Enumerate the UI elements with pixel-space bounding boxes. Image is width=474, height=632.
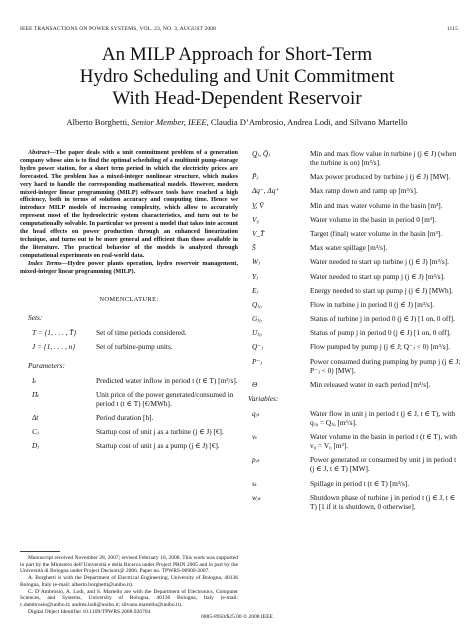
symbol: V₀	[252, 214, 259, 224]
nomenclature-entry	[240, 229, 462, 238]
parameters-list-left	[20, 376, 238, 451]
nomenclature-entry	[240, 201, 462, 210]
author-role: Senior Member, IEEE	[131, 117, 207, 127]
left-column	[20, 149, 238, 456]
nomenclature-entry	[20, 441, 238, 450]
nomenclature-entry	[240, 215, 462, 224]
nomenclature-entry	[240, 493, 462, 511]
nomenclature-entry	[240, 186, 462, 195]
nomenclature-entry	[240, 455, 462, 473]
symbol: Qⱼ₀	[252, 299, 262, 309]
symbol: Uⱼ₀	[252, 328, 262, 338]
nomenclature-entry	[240, 342, 462, 351]
symbol: Πₜ	[32, 389, 40, 399]
definition: Min released water in each period [m³/s].	[310, 379, 431, 389]
symbol: Q̲ⱼ, Q̄ⱼ	[252, 149, 271, 158]
definition: Flow in turbine j in period 0 (j ∈ J) [m³/s].	[310, 299, 435, 309]
abstract	[20, 149, 238, 260]
symbol: qⱼₜ	[252, 409, 260, 418]
symbol: Δq⁻, Δq⁺	[252, 186, 280, 196]
definition: Unit price of the power generated/consumed in period t (t ∈ T) [€/MWh].	[96, 389, 234, 408]
symbol: Q⁻ⱼ	[252, 342, 264, 352]
journal-name: IEEE TRANSACTIONS ON POWER SYSTEMS, VOL. 23, NO. 3, AUGUST 2008	[20, 26, 217, 32]
symbol: sₜ	[252, 478, 257, 488]
definition: Min and max flow value in turbine j (j ∈ J) (when the turbine is on) [m³/s].	[310, 149, 457, 167]
definition: Startup cost of unit j as a turbine (j ∈ J) [€].	[96, 427, 224, 437]
definition: Max ramp down and ramp up [m³/s].	[310, 186, 418, 196]
title-line: An MILP Approach for Short-Term	[101, 44, 373, 65]
nomenclature-entry	[240, 432, 462, 450]
footnote-rule	[20, 551, 60, 552]
nomenclature-entry	[240, 172, 462, 181]
symbol: P̄ⱼ	[252, 172, 259, 182]
parameters-list-right	[240, 149, 462, 389]
definition: Power generated or consumed by unit j in period t (j ∈ J, t ∈ T) [MW].	[310, 455, 457, 474]
symbol: S̄	[252, 243, 256, 253]
definition: Water needed to start up pump j (j ∈ J) [m³/s].	[310, 271, 445, 281]
symbol: wⱼₜ	[252, 492, 261, 502]
symbol: Gⱼ₀	[252, 314, 262, 324]
footnotes	[20, 555, 238, 615]
definition: Startup cost of unit j as a pump (j ∈ J) [€].	[96, 441, 220, 451]
author-list	[0, 117, 474, 127]
sets-label: Sets:	[28, 312, 43, 322]
nomenclature-entry	[20, 413, 238, 422]
nomenclature-entry	[240, 479, 462, 488]
author-text: Alberto Borghetti,	[66, 117, 132, 127]
symbol: Cⱼ	[32, 427, 39, 437]
definition: Flow pumped by pump j (j ∈ J; Q⁻ⱼ < 0) [m³/s].	[310, 342, 450, 352]
index-terms-label: Index Terms—	[28, 259, 68, 267]
variables-label: Variables:	[248, 394, 279, 403]
index-terms-text: Hydro power plants operation, hydro reservoir management, mixed-integer linear programming (MILP).	[20, 259, 238, 275]
title-line: Hydro Scheduling and Unit Commitment	[79, 66, 395, 87]
nomenclature-entry	[20, 427, 238, 436]
abstract-label: Abstract—	[28, 149, 56, 156]
definition: Max water spillage [m³/s].	[310, 243, 388, 253]
definition: Water needed to start up turbine j (j ∈ J) [m³/s].	[310, 257, 449, 267]
parameters-label: Parameters:	[28, 360, 65, 370]
symbol: P⁻ⱼ	[252, 356, 263, 366]
footnote: Manuscript received November 28, 2007; revised February 18, 2008. This work was supported in part by the Ministero dell’Università e della Ricerca under Project PRIN 2005 and in part by the Università di Bologna under Project Decisori@ 2006. Paper no. TPWRS-00900-2007.	[20, 555, 238, 575]
definition: Target (final) water volume in the basin [m³].	[310, 228, 443, 238]
nomenclature-entry	[20, 328, 238, 337]
footnote: A. Borghetti is with the Department of Electrical Engineering, University of Bologna, 40136 Bologna, Italy (e-mail: alberto.borghetti@unibo.it).	[20, 575, 238, 588]
nomenclature-entry	[20, 342, 238, 351]
nomenclature-entry	[240, 409, 462, 427]
definition: Water flow in unit j in period t (j ∈ J, t ∈ T), with qⱼ₀ = Qⱼ₀ [m³/s].	[310, 409, 456, 427]
copyright-footer: 0885-8950/$25.00 © 2008 IEEE	[201, 614, 273, 620]
nomenclature-entry	[240, 257, 462, 266]
definition: Min and max water volume in the basin [m³].	[310, 200, 443, 210]
nomenclature-entry	[240, 380, 462, 389]
nomenclature-entry	[240, 328, 462, 337]
nomenclature-entry	[240, 272, 462, 281]
symbol: Iₜ	[32, 375, 37, 385]
definition: Spillage in period t (t ∈ T) [m³/s].	[310, 478, 410, 488]
nomenclature-entry	[20, 376, 238, 385]
symbol: Wⱼ	[252, 257, 261, 267]
symbol: Δt	[32, 413, 39, 423]
footnote: C. D’Ambrosio, A. Lodi, and S. Martello are with the Department of Electronics, Computer Sciences, and Systems, University of Bologna, 40136 Bologna, Italy (e-mail: c.dambrosio@unibo.it; andrea.lodi@unibo.it; silvano.martello@unibo.it).	[20, 588, 238, 608]
index-terms	[20, 260, 238, 276]
nomenclature-entry	[240, 300, 462, 309]
nomenclature-entry	[240, 286, 462, 295]
nomenclature-entry	[240, 243, 462, 252]
definition: Set of time periods considered.	[96, 327, 187, 337]
symbol: pⱼₜ	[252, 455, 260, 465]
definition: Water volume in the basin in period t (t ∈ T), with v₀ = V₀ [m³].	[310, 432, 457, 451]
abstract-text: The paper deals with a unit commitment problem of a generation company whose aim is to find the optimal scheduling of a multiunit pump-storage hydro power station, for a short term period in which the electricity prices are forecasted. The problem has a mixed-integer nonlinear structure, which makes very hard to handle the corresponding mathematical models. However, modern mixed-integer linear programming (MILP) software tools have reached a high efficiency, both in terms of solution accuracy and computing time. Hence we introduce MILP models of increasing complexity, which allow to accurately represent most of the hydroelectric system characteristics, and turn out to be computationally solvable. In particular we present a model that takes into account the head effects on power production through an enhanced linearization technique, and turns out to be more general and efficient than those available in the literature. The practical behavior of the models is analyzed through computational experiments on real-world data.	[20, 149, 238, 259]
definition: Max power produced by turbine j (j ∈ J) [MW].	[310, 172, 451, 182]
right-column	[240, 149, 462, 516]
author-text: , Claudia D’Ambrosio, Andrea Lodi, and Silvano Martello	[206, 117, 408, 127]
symbol: Eⱼ	[252, 285, 259, 295]
page-number: 1115	[446, 26, 458, 32]
nomenclature-entry	[20, 390, 238, 408]
nomenclature-entry	[240, 357, 462, 375]
definition: Set of turbine-pump units.	[96, 341, 173, 351]
definition: Predicted water inflow in period t (t ∈ T) [m³/s].	[96, 375, 238, 385]
symbol: Dⱼ	[32, 441, 40, 451]
definition: Energy needed to start up pump j (j ∈ J) [MWh].	[310, 285, 453, 295]
definition: Status of turbine j in period 0 (j ∈ J) [1 on, 0 off].	[310, 314, 455, 324]
nomenclature-entry	[240, 149, 462, 167]
definition: Period duration [h].	[96, 413, 154, 423]
symbol: vₜ	[252, 432, 258, 442]
symbol: V_T̄	[252, 228, 265, 238]
symbol: J = {1, . . . , n}	[32, 341, 76, 351]
definition: Status of pump j in period 0 (j ∈ J) [1 on, 0 off].	[310, 328, 451, 338]
symbol: V̲, V̄	[252, 200, 264, 210]
variables-list	[240, 409, 462, 511]
definition: Power consumed during pumping by pump j (j ∈ J; P⁻ⱼ < 0) [MW].	[310, 356, 461, 375]
running-header	[20, 26, 458, 38]
symbol: Θ	[252, 379, 258, 389]
sets-list	[20, 328, 238, 351]
nomenclature-heading: NOMENCLATURE:	[99, 295, 159, 303]
definition: Water volume in the basin in period 0 [m³].	[310, 214, 437, 224]
symbol: Yⱼ	[252, 271, 258, 281]
footnote: Digital Object Identifier 10.1109/TPWRS.2008.926704	[28, 608, 151, 615]
definition: Shutdown phase of turbine j in period t (j ∈ J, t ∈ T) [1 if it is shutdown, 0 otherwise].	[310, 492, 456, 511]
nomenclature-entry	[240, 314, 462, 323]
symbol: T = {1, . . . , T̄}	[32, 327, 77, 337]
title-line: With Head-Dependent Reservoir	[112, 88, 362, 109]
paper-title	[0, 44, 474, 110]
